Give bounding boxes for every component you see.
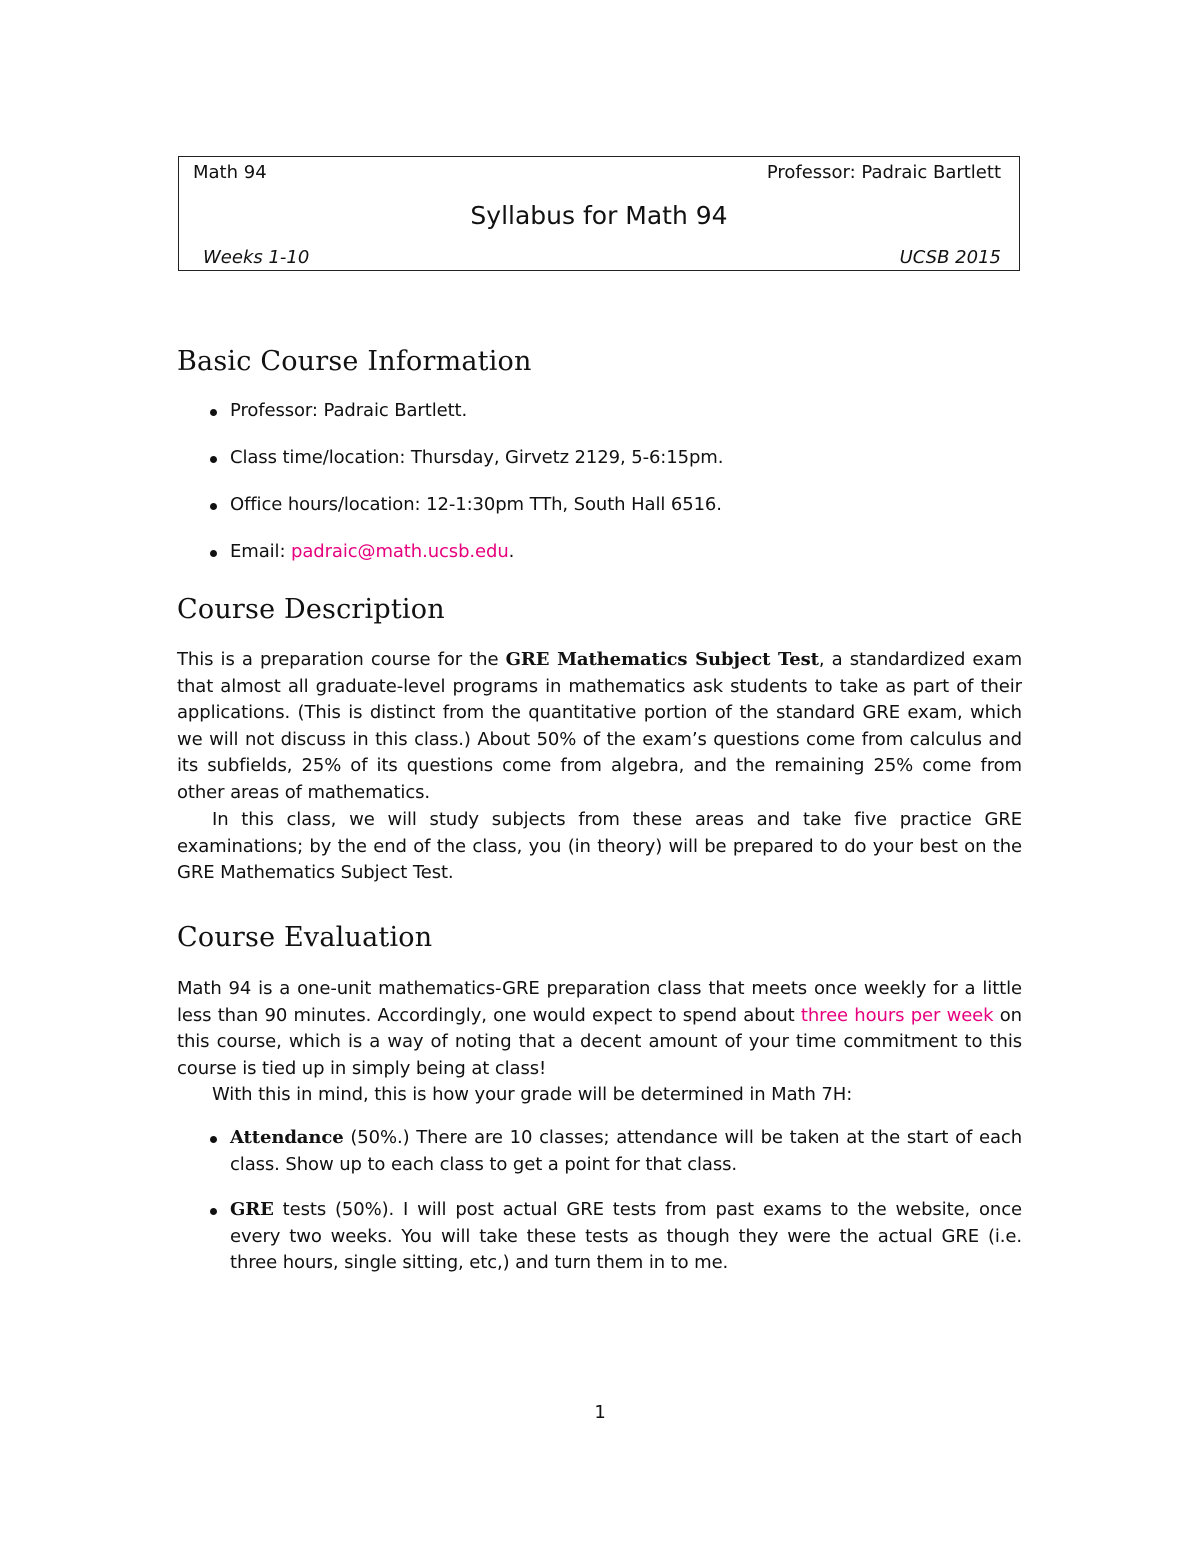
evaluation-paragraph-2: With this in mind, this is how your grade will be determined in Math 7H: <box>212 1084 853 1105</box>
bullet-icon <box>210 1136 217 1143</box>
list-item <box>177 1197 1022 1277</box>
gre-test-name: GRE Mathematics Subject Test <box>505 649 819 670</box>
description-text-a: This is a preparation course for the <box>177 649 506 670</box>
section-heading-basic-info: Basic Course Information <box>177 346 532 377</box>
gre-label: GRE <box>230 1199 274 1221</box>
description-paragraph-2: In this class, we will study subjects from these areas and take five practice GRE examinations; by the end of the class, you (in theory) will be prepared to do your best on the GRE Mathematics Subject Test. <box>177 809 1022 884</box>
page-number: 1 <box>594 1402 606 1423</box>
list-item <box>177 445 1022 492</box>
list-item <box>177 539 1022 586</box>
list-item <box>177 1125 1022 1178</box>
info-class-time: Class time/location: Thursday, Girvetz 2129, 5-6:15pm. <box>230 447 724 468</box>
header-course: Math 94 <box>193 162 267 183</box>
info-professor: Professor: Padraic Bartlett. <box>230 400 468 421</box>
header-box <box>178 156 1020 271</box>
bullet-icon <box>210 409 217 416</box>
evaluation-text-b: on this course, which is a way of noting that a decent amount of your time commitment to this course is tied up in simply being at class! <box>177 1004 1022 1079</box>
time-commitment-highlight: three hours per week <box>800 1004 994 1026</box>
list-item <box>177 398 1022 445</box>
evaluation-paragraph-1 <box>177 976 1022 1082</box>
info-office-hours: Office hours/location: 12-1:30pm TTh, South Hall 6516. <box>230 494 722 515</box>
email-link[interactable]: padraic@math.ucsb.edu <box>291 541 509 562</box>
bullet-icon <box>210 1208 217 1215</box>
bullet-icon <box>210 503 217 510</box>
evaluation-text-a: Math 94 is a one-unit mathematics-GRE preparation class that meets once weekly for a little less than 90 minutes. Accordingly, one would expect to spend about <box>177 978 1022 1026</box>
info-email-suffix: . <box>508 541 515 562</box>
header-professor: Professor: Padraic Bartlett <box>766 162 1001 183</box>
gre-tests-text: tests (50%). I will post actual GRE tests from past exams to the website, once every two weeks. You will take these tests as though they were the actual GRE (i.e. three hours, single sitting, etc,) and turn them in to me. <box>230 1199 1022 1274</box>
info-email-label: Email: <box>230 541 292 562</box>
bullet-icon <box>210 550 217 557</box>
basic-info-list <box>177 398 1022 586</box>
description-paragraph-1 <box>177 647 1022 807</box>
section-heading-evaluation: Course Evaluation <box>177 922 433 953</box>
section-heading-description: Course Description <box>177 594 445 625</box>
grade-components-list <box>177 1125 1022 1296</box>
attendance-label: Attendance <box>230 1127 344 1148</box>
attendance-text: (50%.) There are 10 classes; attendance will be taken at the start of each class. Show up to each class to get a point for that class. <box>230 1127 1022 1175</box>
header-weeks: Weeks 1-10 <box>203 247 310 268</box>
list-item <box>177 492 1022 539</box>
bullet-icon <box>210 456 217 463</box>
document-title: Syllabus for Math 94 <box>470 201 728 230</box>
header-school: UCSB 2015 <box>899 247 1001 268</box>
description-text-b: , a standardized exam that almost all graduate-level programs in mathematics ask students to take as part of their applications. (This is distinct from the quantitative portion of the standard GRE exam, which we will not discuss in this class.) About 50% of the exam’s questions come from calculus and its subfields, 25% of its questions come from algebra, and the remaining 25% come from other areas of mathematics. <box>177 649 1023 803</box>
